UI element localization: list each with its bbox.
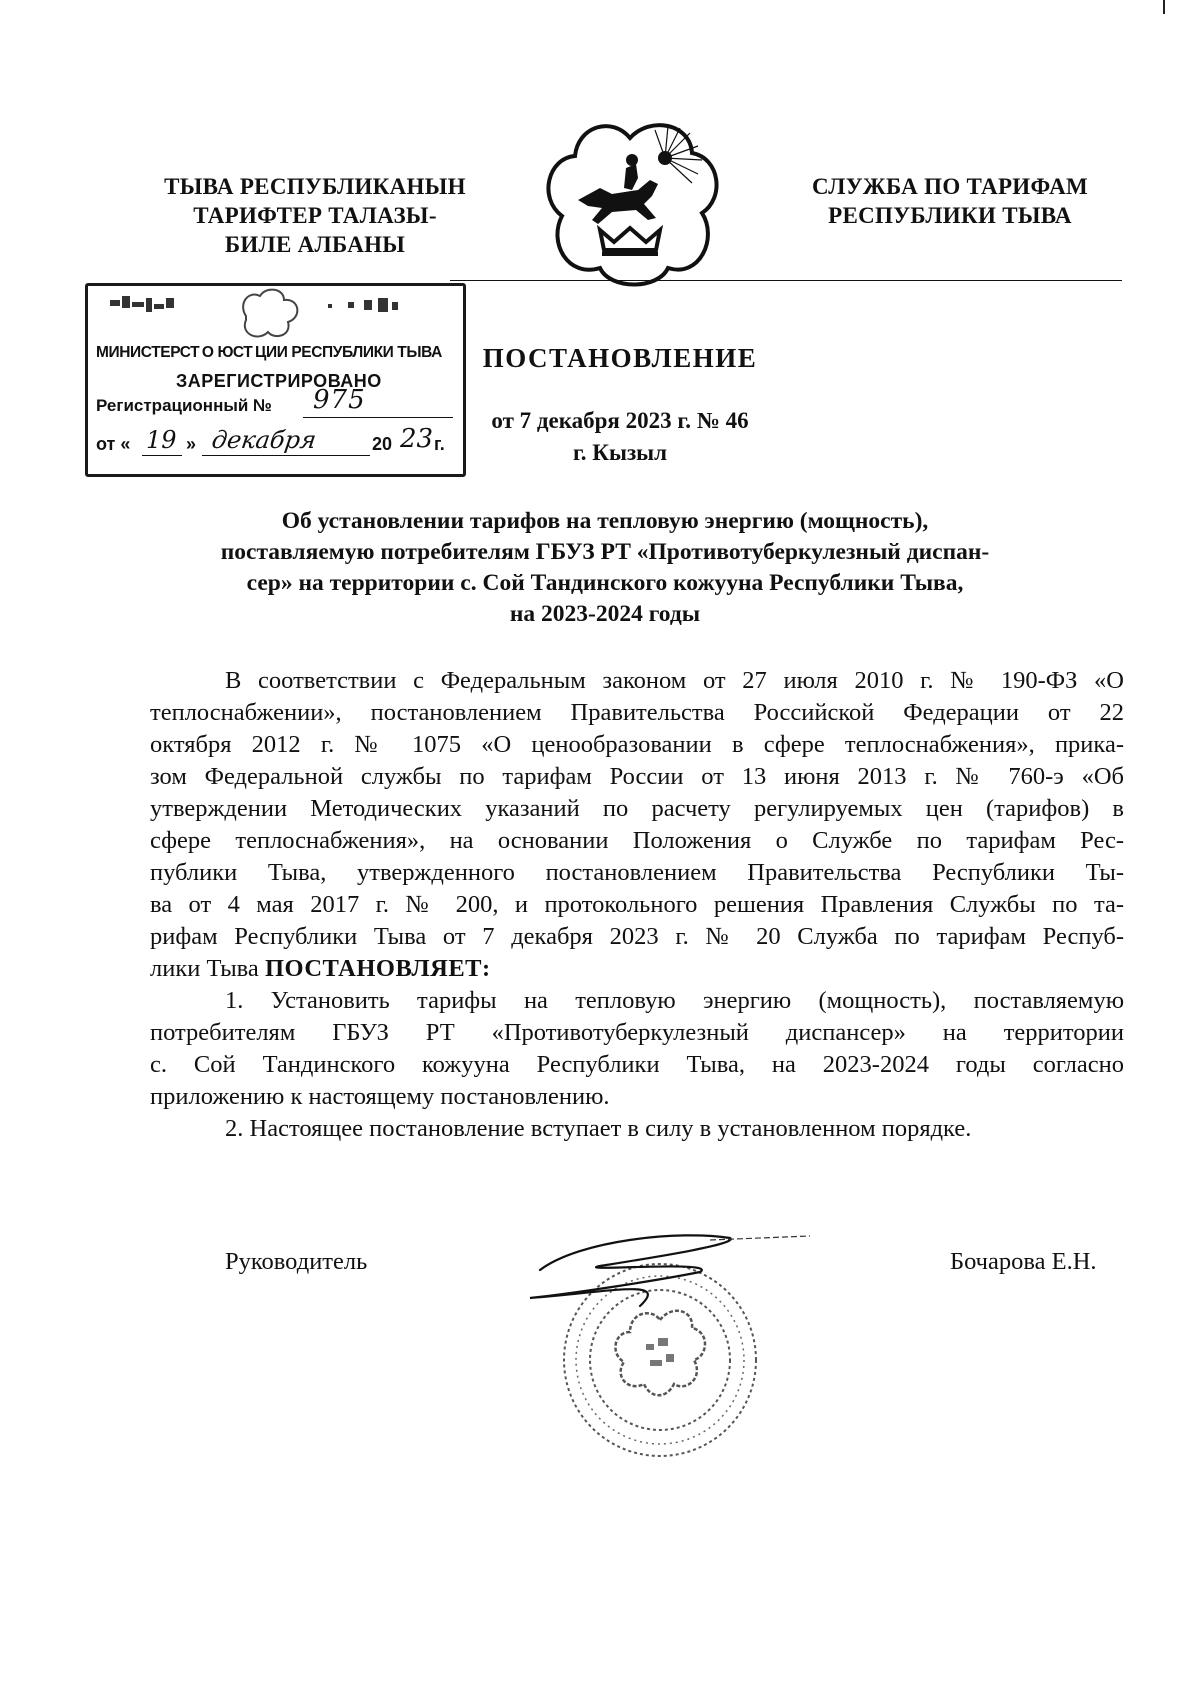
- stamp-ministry: МИНИСТЕРСТ О ЮСТ ЦИИ РЕСПУБЛИКИ ТЫВА: [96, 344, 442, 361]
- stamp-header-smudge: [88, 286, 457, 346]
- preamble-line: В соответствии с Федеральным законом от 27 июля 2010 г. № 190-ФЗ «О: [225, 667, 1124, 694]
- preamble-last-text: лики Тыва: [150, 955, 259, 982]
- stamp-registered: ЗАРЕГИСТРИРОВАНО: [176, 371, 382, 391]
- header-tuvan-name: [150, 172, 480, 259]
- item1-line: потребителям ГБУЗ РТ «Противотуберкулезный диспансер» на территории: [150, 1019, 1124, 1046]
- header-divider: [450, 280, 1122, 281]
- stamp-day-underline: [142, 455, 182, 456]
- stamp-day: 19: [146, 426, 177, 454]
- signatory-role: Руководитель: [225, 1248, 368, 1275]
- preamble-line: сфере теплоснабжения», на основании Положения о Службе по тарифам Рес-: [150, 827, 1124, 854]
- stamp-month-underline: [202, 455, 342, 456]
- stamp-date-prefix: от «: [96, 434, 131, 454]
- stamp-reg-label: Регистрационный №: [96, 396, 272, 415]
- item1-line: 1. Установить тарифы на тепловую энергию (мощность), поставляемую: [225, 987, 1124, 1014]
- stamp-month: декабря: [210, 426, 318, 454]
- title-line: на 2023-2024 годы: [509, 601, 701, 627]
- document-body: [150, 665, 1124, 1145]
- document-type: ПОСТАНОВЛЕНИЕ: [482, 343, 758, 373]
- preamble-line: публики Тыва, утвержденного постановлением Правительства Республики Ты-: [150, 859, 1124, 886]
- emblem-icon: [540, 118, 720, 288]
- official-seal-with-signature: [490, 1220, 830, 1470]
- preamble-line: ва от 4 мая 2017 г. № 200, и протокольного решения Правления Службы по та-: [150, 891, 1124, 918]
- header-left-line: ТЫВА РЕСПУБЛИКАНЫН: [164, 174, 466, 199]
- header-right-line: СЛУЖБА ПО ТАРИФАМ: [811, 174, 1089, 199]
- title-line: сер» на территории с. Сой Тандинского кожууна Республики Тыва,: [246, 570, 964, 596]
- item2-line: 2. Настоящее постановление вступает в силу в установленном порядке.: [225, 1115, 972, 1142]
- stamp-year: 23: [400, 424, 434, 454]
- stamp-year-prefix: 20: [372, 434, 393, 454]
- preamble-line: зом Федеральной службы по тарифам России от 13 июня 2013 г. № 760-э «Об: [150, 763, 1124, 790]
- document-city: г. Кызыл: [572, 440, 668, 465]
- header-left-line: ТАРИФТЕР ТАЛАЗЫ-: [193, 203, 437, 228]
- header-right-line: РЕСПУБЛИКИ ТЫВА: [828, 203, 1072, 228]
- signatory-name: Бочарова Е.Н.: [950, 1248, 1097, 1275]
- item1-line: с. Сой Тандинского кожууна Республики Тыва, на 2023-2024 годы согласно: [150, 1051, 1124, 1078]
- header-left-line: БИЛЕ АЛБАНЫ: [224, 232, 406, 257]
- title-line: поставляемую потребителям ГБУЗ РТ «Противотуберкулезный диспан-: [220, 539, 990, 565]
- item1-line: приложению к настоящему постановлению.: [150, 1083, 610, 1110]
- preamble-line: октября 2012 г. № 1075 «О ценообразовании в сфере теплоснабжения», прика-: [150, 731, 1124, 758]
- decree-keyword: ПОСТАНОВЛЯЕТ:: [264, 955, 491, 982]
- document-title: [140, 506, 1070, 630]
- stamp-date-mid: »: [186, 434, 197, 454]
- header-russian-name: [790, 172, 1110, 230]
- stamp-reg-underline: [303, 417, 453, 418]
- stamp-fill-underline: [342, 455, 370, 456]
- document-date-number: от 7 декабря 2023 г. № 46: [491, 408, 749, 433]
- stamp-year-end: г.: [434, 434, 445, 454]
- title-line: Об установлении тарифов на тепловую энергию (мощность),: [281, 508, 929, 534]
- scan-mark: [1163, 0, 1165, 14]
- registration-stamp: [85, 283, 466, 477]
- stamp-date: [94, 424, 454, 460]
- preamble-line: теплоснабжении», постановлением Правительства Российской Федерации от 22: [150, 699, 1124, 726]
- stamp-reg-number: 975: [313, 385, 366, 415]
- preamble-last-line: [150, 953, 1124, 985]
- preamble-line: рифам Республики Тыва от 7 декабря 2023 г. № 20 Служба по тарифам Респуб-: [150, 923, 1124, 950]
- preamble-line: утверждении Методических указаний по расчету регулируемых цен (тарифов) в: [150, 795, 1124, 822]
